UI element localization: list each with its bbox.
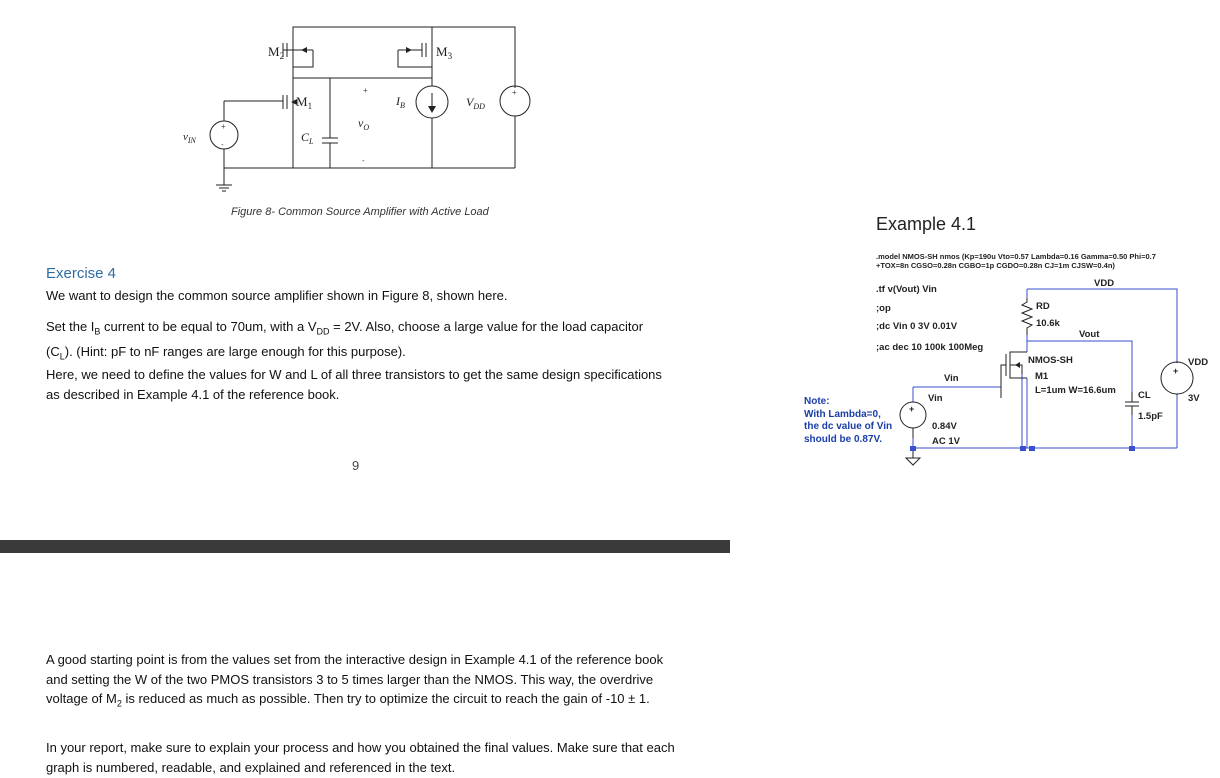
vin-src-plus: + [909,404,915,414]
exercise-paragraph-3: Here, we need to define the values for W and L of all three transistors to get the same design specifications as described in Example 4.1 of the reference book. [46,367,662,402]
vin-dc-value: 0.84V [932,421,957,432]
vin-src-plus: + [221,122,226,131]
ib-label: $I_B$ [396,94,405,110]
cl-label: CL [1138,390,1151,401]
vin-source-label: Vin [928,393,943,404]
vin-label: $v_{IN}$ [183,131,196,145]
rd-value: 10.6k [1036,318,1060,329]
vin-wire-label: Vin [944,373,959,384]
directive-op: ;op [876,303,891,314]
vdd-source-label: VDD [1188,357,1209,368]
directive-ac: ;ac dec 10 100k 100Meg [876,342,984,353]
exercise-title: Exercise 4 [46,265,117,282]
m1-size: L=1um W=16.6um [1035,385,1116,396]
cl-label: $C_L$ [301,130,314,146]
model-line-2: +TOX=8n CGSO=0.28n CGBO=1p CGDO=0.28n CJ=1m CJSW=0.4n) [876,261,1115,270]
figure-caption: Figure 8- Common Source Amplifier with Active Load [231,206,489,218]
vdd-src-plus: + [1173,366,1179,376]
m1-label: M1 [1035,371,1049,382]
vdd-src-plus: + [512,88,517,97]
note-line-1: Note: [804,396,830,407]
model-line-1: .model NMOS-SH nmos (Kp=190u Vto=0.57 Lambda=0.16 Gamma=0.50 Phi=0.7 [876,252,1156,261]
note-block [804,396,892,446]
vo-label: $v_O$ [358,116,370,132]
nmos-model-label: NMOS-SH [1028,355,1073,366]
m2-label: $M_2$ [268,44,285,61]
exercise-paragraph-2: Set the $I_B$ current to be equal to 70um, with a $V_{DD} = 2V$. Also, choose a large value for the load capacitor $(C_L)$. (Hint: pF to nF ranges are large enough for this purpose). [46,319,644,362]
rd-label: RD [1036,301,1050,312]
directive-dc: ;dc Vin 0 3V 0.01V [876,321,958,332]
directive-tf: .tf v(Vout) Vin [876,284,937,295]
ltspice-schematic [880,270,1220,480]
vdd-source-value: 3V [1188,393,1200,404]
page-number: 9 [352,458,360,473]
vout-label: Vout [1079,329,1100,340]
note-line-4: should be 0.87V. [804,433,882,445]
note-line-3: the dc value of Vin [804,421,893,432]
exercise-paragraph-4: A good starting point is from the values set from the interactive design in Example 4.1 of the reference book and setting the W of the two PMOS transistors 3 to 5 times larger than the NMOS. This way, the overdrive voltage of $M_2$ is reduced as much as possible. Then try to optimize the circuit to reach the gain of -10 ± 1. [46,652,664,709]
vo-minus: - [362,156,365,165]
m3-label: $M_3$ [436,44,453,61]
vo-plus: + [363,86,368,95]
figure8-schematic [170,20,550,200]
exercise-paragraph-5: In your report, make sure to explain your process and how you obtained the final values. Make sure that each graph is numbered, readable, and explained and referenced in the text. [46,740,675,775]
vdd-label: $V_{DD}$ [466,95,485,111]
page-divider [0,540,730,553]
note-line-2: With Lambda=0, [804,408,881,420]
m1-label: $M_1$ [296,94,313,111]
cl-value: 1.5pF [1138,411,1163,422]
exercise-paragraph-1: We want to design the common source amplifier shown in Figure 8, shown here. [46,288,508,303]
vdd-top-label: VDD [1094,278,1115,289]
vin-src-minus: - [221,140,224,149]
vin-ac-value: AC 1V [932,436,960,447]
example-title: Example 4.1 [876,214,977,234]
